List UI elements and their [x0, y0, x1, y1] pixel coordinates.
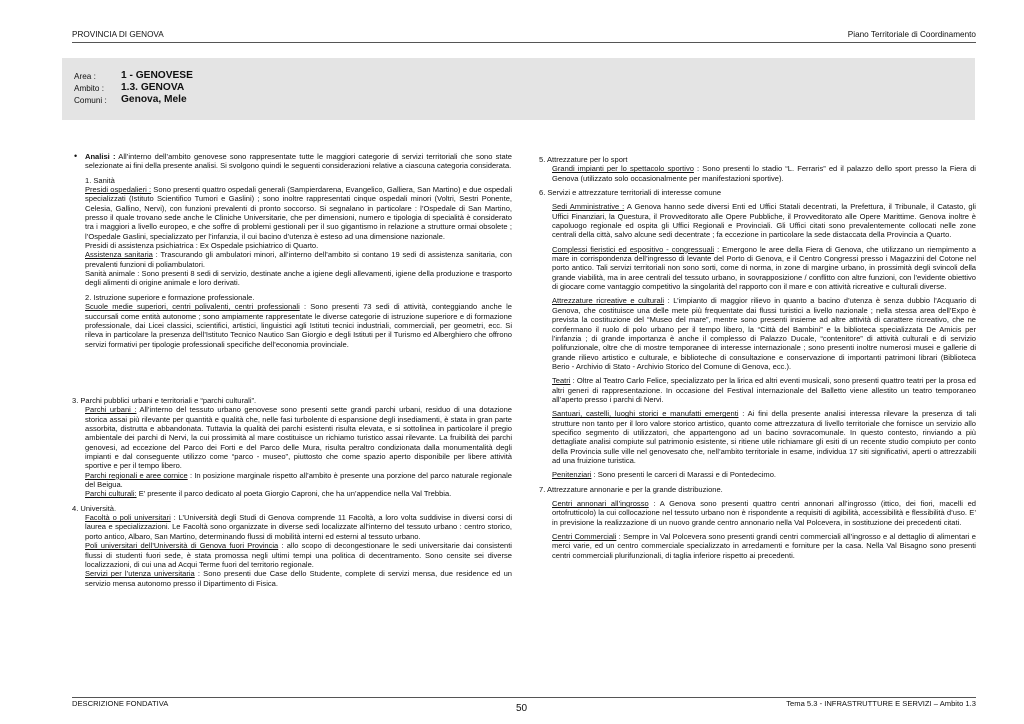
comuni-value: Genova, Mele [121, 94, 187, 105]
analisi-text: All’interno dell’ambito genovese sono rappresentate tutte le maggiori categorie di servizi territoriali che sono state selezionate ai fini della presente analisi. Si svolgono quindi le seguenti considerazioni relative a ciascuna categoria considerata. [85, 152, 512, 171]
sanitaria-label: Assistenza sanitaria [85, 250, 153, 260]
ricreative-text: : L’impianto di maggior rilievo in quanto a bacino d’utenza è senza dubbio l’Acquario di Genova, che costituisce una delle mete più frequentate dai flussi turistici a livello nazionale ; nella stessa area dell’Expo è prevista la costituzione del “Museo del mare”, mentre sono presenti insieme ad altre attività di carattere ricreativo, che ne confermano il ruolo di polo urbano per il tempo libero, la “Città del Bambini” e la biblioteca specializzata De Amicis per l’infanzia ; di grande importanza è anche il complesso di Palazzo Ducale, “contenitore” di attività culturali e di servizio polifunzionale, oltre che di mostre temporanee di interesse internazionale ; sono presenti inoltre numerosi musei e gallerie di grande rilievo artistico e culturale, e biblioteche di consultazione e conservazione di importanti patrimoni librari (Biblioteca Berio - Archivio di Stato - Archivio Storico del Comune di Genova, ecc.). [552, 296, 976, 371]
presidi-label: Presidi ospedalieri : [85, 185, 152, 195]
santuari-paragraph [552, 409, 976, 465]
servizi-territoriali-title: 6. Servizi e attrezzature territoriali di interesse comune [539, 188, 722, 198]
sedi-text: A Genova hanno sede diversi Enti ed Uffici Statali decentrati, la Prefettura, il Tribunale, il Catasto, gli Uffici Finanziari, la Questura, il Provveditorato alle Opere Pubbliche, il Provveditorato alle Opere Marittime. Genova inoltre è capoluogo regionale ed ospita gli Uffici Regionali e Provinciali. Gli Uffici citati sono prevalentemente collocati nelle zone centrali della città, salvo alcune sedi decentrate ; fa eccezione in particolare la sede distaccata della Provincia a Quarto. [552, 202, 976, 240]
annonari-label: Centri annonari all’ingrosso [552, 499, 649, 508]
facolta-paragraph [85, 513, 512, 541]
left-column-lower [72, 396, 512, 588]
ambito-value: 1.3. GENOVA [121, 82, 185, 93]
annonarie-title: 7. Attrezzature annonarie e per la grande distribuzione. [539, 484, 723, 494]
sport-title: 5. Attrezzature per lo sport [539, 155, 628, 164]
header-left: PROVINCIA DI GENOVA [72, 30, 164, 39]
footer-left: DESCRIZIONE FONDATIVA [72, 699, 169, 708]
penitenziari-label: Penitenziari [552, 470, 592, 480]
santuari-label: Santuari, castelli, luoghi storici e manufatti emergenti [552, 409, 739, 419]
penitenziari-paragraph [552, 470, 976, 479]
ricreative-paragraph [552, 296, 976, 371]
sanitaria-paragraph [85, 250, 512, 269]
footer-right: Tema 5.3 - INFRASTRUTTURE E SERVIZI – Ambito 1.3 [786, 699, 976, 708]
presidi-text: Sono presenti quattro ospedali generali (Sampierdarena, Evangelico, Galliera, San Martino) e due ospedali specializzati (Istituto Scientifico Tumori e Gaslini) ; sono inoltre rappresentati cinque ospedali minori (Voltri, Sestri Ponente, Celesia, Gallino, Nervi), con funzioni prevalenti di pronto soccorso. Si segnalano in particolare : l’Ospedale di San Martino, presso il quale trovano sede anche le Cliniche Universitarie, che per dimensioni, numero e tipologia di specialità è considerato tra i maggiori a livello europeo, e che soffre di problemi gestionali per il suo gigantismo in relazione a strutture ormai obsolete ; l’Ospedale Gaslini, specializzato per l’infanzia, il cui bacino d’utenza è esteso ad una dimensione nazionale. [85, 185, 513, 241]
complessi-label: Complessi fieristici ed espositivo - congressuali [552, 244, 715, 254]
header-right: Piano Territoriale di Coordinamento [847, 30, 976, 39]
sedi-label: Sedi Amministrative : [552, 202, 625, 212]
universita-title: 4. Università. [72, 503, 117, 513]
scuole-text: : Sono presenti 73 sedi di attività, conteggiando anche le succursali come entità autonome ; sono ampiamente rappresentate le diverse categorie di istruzione superiore e di formazione professionale, dai Licei classici, scientifici, artistici, linguistici agli Istituti tecnici industriali, commerciali, per geometri, ecc. Si rileva in particolare la presenza dell’Istituto Tecnico Nautico San Giorgio e degli Istituti per il Turismo ed Alberghiero che offrono servizi formativi per tipologie professionali specifiche dell’economia provinciale. [85, 302, 512, 349]
animale-paragraph: Sanità animale : Sono presenti 8 sedi di servizio, destinate anche a igiene degli allevamenti, igiene della produzione e trasporto degli alimenti di origine animale e loro derivati. [85, 269, 512, 288]
comuni-label: Comuni : [74, 96, 107, 105]
parchi-culturali-text: E’ presente il parco dedicato al poeta Giorgio Caproni, che ha un’appendice nella Val Trebbia. [136, 489, 452, 499]
servizi-label: Servizi per l’utenza universitaria [85, 569, 195, 579]
complessi-text: : Emergono le aree della Fiera di Genova, che utilizzano un riempimento a mare in corrispondenza dell’ingresso di levante del Porto di Genova, e il Centro Congressi presso i Magazzini del Cotone nel porto antico. Tali servizi territoriali non sono sorti, come di norma, in zone di margine urbano, in prossimità degli svincoli della grande viabilità, ma in aree centrali del tessuto urbano, in sovrapposizione / conflitto con altre funzioni, con l’evidente obiettivo di giocare come vantaggio competitivo la singolarità del rapporto con il mare e con attività ricreative e culturali diverse. [552, 244, 976, 292]
parchi-regionali-text: : In posizione marginale rispetto all’ambito è presente una porzione del parco naturale regionale del Beigua. [85, 470, 512, 490]
page-number: 50 [516, 703, 528, 714]
poli-paragraph [85, 541, 512, 569]
presidi-paragraph [85, 185, 512, 241]
footer-rule [72, 697, 976, 698]
santuari-text: : Ai fini della presente analisi interessa rilevare la presenza di tali strutture non tanto per il loro valore storico artistico, quanto come attrezzatura di livello territoriale che fornisce un servizio allo specifico segmento di utilizzatori, che appartengono ad un bacino sovracomunale. In questo contesto, rinviando a più dettagliate analisi compiute sul patrimonio esistente, si ritiene utile richiamare gli esiti di un recente studio compiuto per conto della Provincia sulle ville nel genovesato che, nell’ambito territoriale in esame, individua 17 siti significativi, aperti o attrezzabili ad una fruizione turistica. [552, 409, 976, 465]
parchi-culturali-paragraph [85, 489, 512, 498]
area-label: Area : [74, 72, 96, 81]
facolta-text: : L’Università degli Studi di Genova comprende 11 Facoltà, a loro volta suddivise in diversi corsi di laurea e specializzazioni. Le Facoltà sono organizzate in diverse sedi localizzate all’interno del tessuto urbano : centro storico, porto antico, Albaro, San Martino, determinando flussi di mobilità interni ed esterni al tessuto urbano. [85, 513, 512, 541]
bullet-icon: • [74, 151, 78, 161]
istruzione-title: 2. Istruzione superiore e formazione professionale. [85, 292, 255, 302]
parchi-regionali-paragraph [85, 471, 512, 490]
parchi-regionali-label: Parchi regionali e aree cornice [85, 470, 188, 480]
servizi-paragraph [85, 569, 512, 588]
facolta-label: Facoltà o poli universitari [85, 513, 171, 523]
sport-label: Grandi impianti per lo spettacolo sportivo [552, 164, 694, 174]
annonari-text: : A Genova sono presenti quattro centri annonari all’ingrosso (ittico, dei fiori, macelli ed ortofrutticolo) la cui collocazione nel tessuto urbano non è rispondente a requisiti di agibilità, accessibilità e flessibilità d’uso. E’ in previsione la realizzazione di un nuovo grande centro annonario nella Val Polcevera, in sostituzione dei precedenti citati. [552, 499, 976, 527]
right-column [539, 155, 976, 560]
sedi-paragraph [552, 202, 976, 239]
scuole-paragraph [85, 302, 512, 349]
page-header [72, 30, 976, 43]
parchi-culturali-label: Parchi culturali: [85, 489, 137, 499]
penitenziari-text: : Sono presenti le carceri di Marassi e di Pontedecimo. [591, 470, 777, 480]
parchi-urbani-paragraph [85, 405, 512, 470]
commerciali-text: : Sempre in Val Polcevera sono presenti grandi centri commerciali all’ingrosso e al dettaglio di alimentari e merci varie, ed un centro commerciale specializzato in arredamenti e forniture per la casa. Nella Val Bisagno sono presenti centri commerciali plurifunzionali, di taglia inferiore rispetto ai precedenti. [552, 532, 976, 560]
parchi-urbani-text: All’interno del tessuto urbano genovese sono presenti sette grandi parchi urbani, residuo di una dotazione storica assai più rilevante per quantità e qualità che, nelle fasi turbolente di espansione degli insediamenti, è stata in gran parte assorbita, distrutta e abbandonata. Tuttavia la qualità dei parchi esistenti risulta elevata, e si sottolinea in particolare il pregio ambientale dei parchi di Nervi, la cui prossimità al mare costituisce un richiamo turistico assai rilevante. La fruibilità dei parchi genovesi, ad eccezione del Parco dei Forti e del Parco delle Mura, risulta peraltro condizionata dalla monumentalità degli impianti e dal conseguente utilizzo come “parco - museo”, piuttosto che come spazio aperto disponibile per libere attività sportive e per il tempo libero. [85, 405, 512, 471]
parchi-urbani-label: Parchi urbani : [85, 405, 137, 415]
commerciali-label: Centri Commerciali [552, 532, 617, 542]
scuole-label: Scuole medie superiori, centri polivalenti, centri professionali [85, 302, 300, 312]
poli-text: : allo scopo di decongestionare le sedi universitarie dai consistenti flussi di studenti fuori sede, è stata promossa negli ultimi tempi una politica di decentramento. Sono censite sei diverse localizzazioni, di cui una ad Acqui Terme fuori del territorio regionale. [85, 541, 512, 569]
info-box [62, 58, 975, 120]
analisi-paragraph [85, 152, 512, 171]
ricreative-label: Attrezzature ricreative e culturali [552, 296, 665, 306]
teatri-label: Teatri [552, 376, 571, 386]
psichiatrica-paragraph: Presidi di assistenza psichiatrica : Ex Ospedale psichiatrico di Quarto. [85, 241, 319, 251]
area-value: 1 - GENOVESE [121, 70, 193, 81]
commerciali-paragraph [552, 532, 976, 560]
poli-label: Poli universitari dell’Università di Genova fuori Provincia [85, 541, 279, 551]
left-column [74, 151, 513, 349]
servizi-text: : Sono presenti due Case dello Studente, complete di servizi mensa, due residence ed un servizio mensa autonomo presso il Dipartimento di Fisica. [85, 569, 512, 588]
sanita-title: 1. Sanità [85, 175, 115, 185]
sport-paragraph [552, 164, 976, 183]
complessi-paragraph [552, 245, 976, 292]
teatri-paragraph [552, 376, 976, 404]
sport-text: : Sono presenti lo stadio “L. Ferraris” ed il palazzo dello sport presso la Fiera di Genova (utilizzato solo occasionalmente per manifestazioni sportive). [552, 164, 976, 183]
sanitaria-text: : Trascurando gli ambulatori minori, all’interno dell’ambito si contano 19 sedi di assistenza sanitaria, con prevalenti funzioni di poliambulatori. [85, 250, 512, 269]
ambito-label: Ambito : [74, 84, 105, 93]
teatri-text: : Oltre al Teatro Carlo Felice, specializzato per la lirica ed altri eventi musicali, sono presenti quattro teatri per la prosa ed altri generi di rappresentazione. In occasione del Festival internazionale del Balletto viene allestito un teatro temporaneo all’aperto presso i parchi di Nervi. [552, 376, 976, 404]
parchi-title: 3. Parchi pubblici urbani e territoriali e “parchi culturali”. [72, 396, 257, 405]
analisi-title: Analisi : [85, 152, 116, 161]
annonari-paragraph [552, 499, 976, 527]
